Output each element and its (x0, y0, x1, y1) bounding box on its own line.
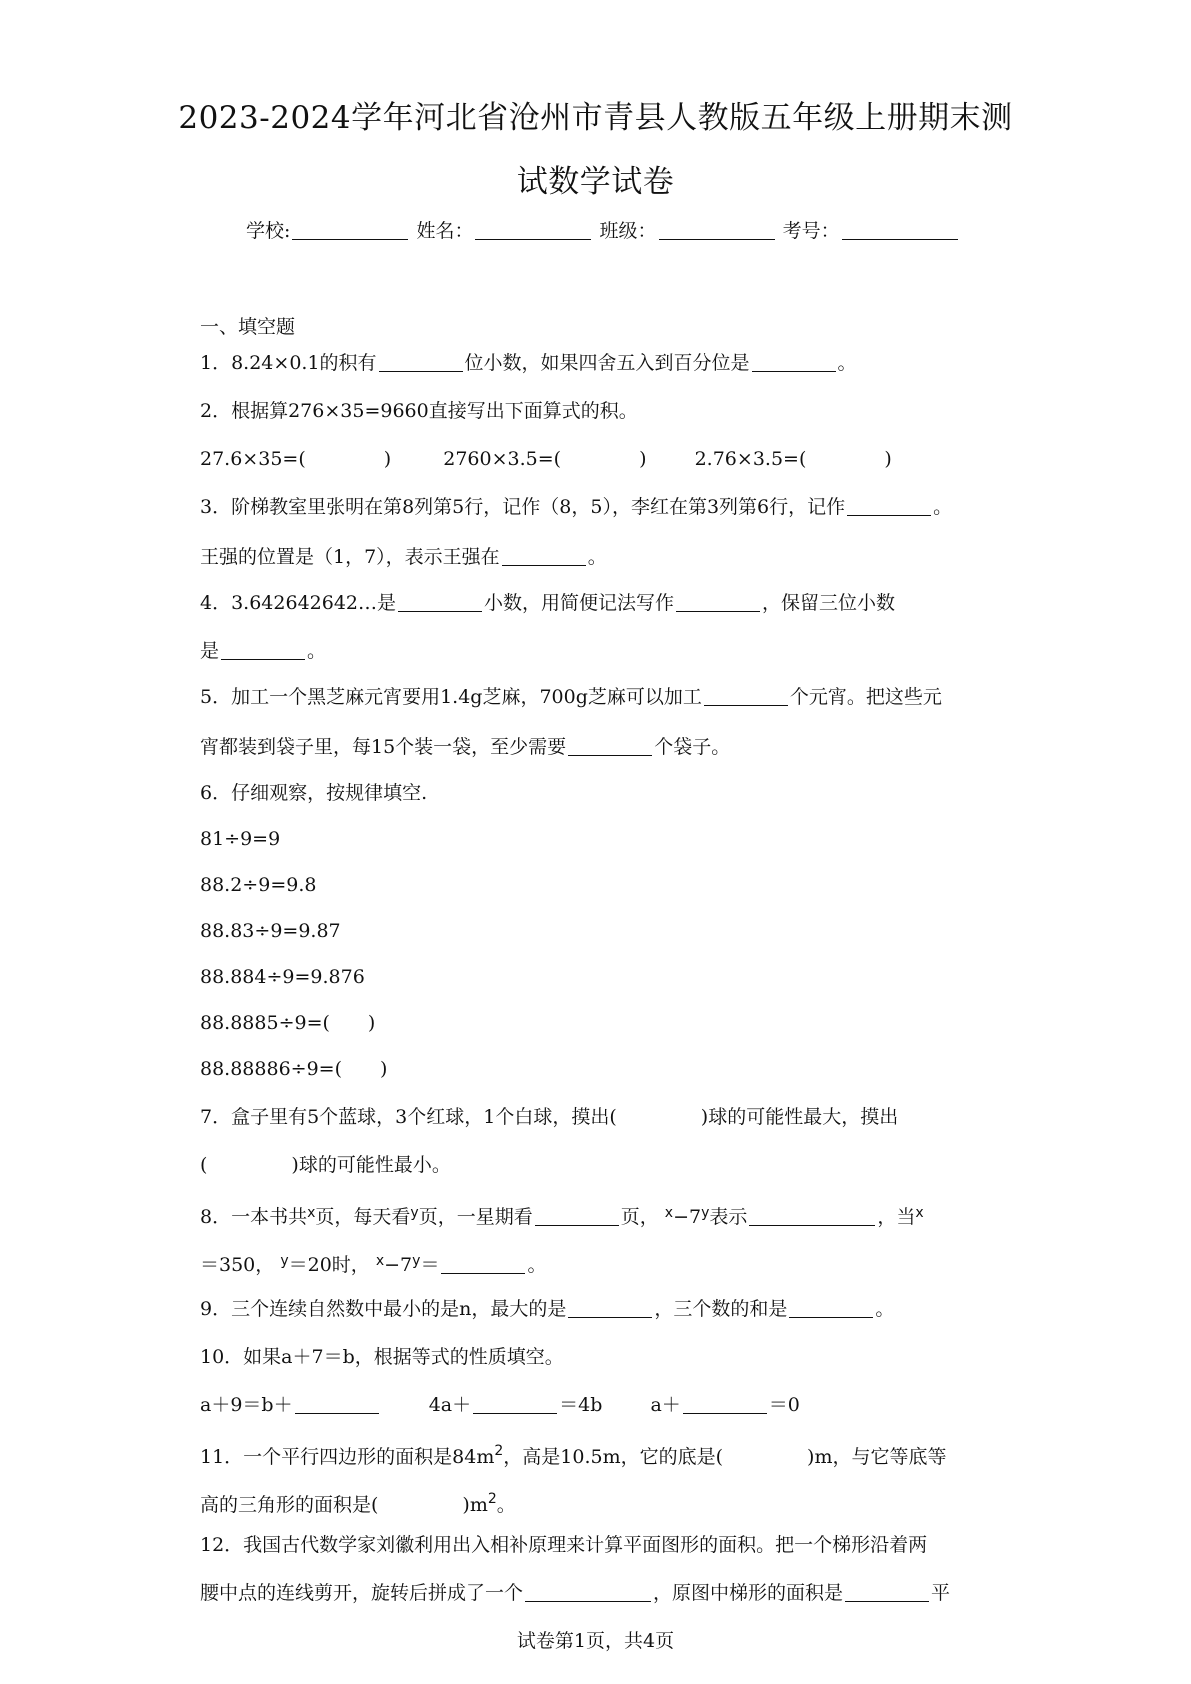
id-label: 考号： (782, 220, 840, 242)
question-8: 8．一本书共$^x$页，每天看$^y$页，一星期看 页， $^x-7^y$表示 ，当$^x$ (200, 1205, 924, 1228)
question-10: 10．如果a＋7＝b，根据等式的性质填空。 (200, 1346, 564, 1368)
question-12-line2: 腰中点的连线剪开，旋转后拼成了一个 ，原图中梯形的面积是 平 (200, 1582, 951, 1604)
question-7-line2: ( )球的可能性最小。 (200, 1154, 451, 1176)
q5-blank-1[interactable] (704, 687, 788, 706)
q5-blank-2[interactable] (568, 737, 652, 756)
q9-blank-2[interactable] (789, 1299, 873, 1318)
q8-blank-1[interactable] (535, 1207, 619, 1226)
question-4-line2: 是 。 (200, 640, 327, 662)
q12-blank-2[interactable] (845, 1583, 929, 1602)
question-10-equations: a＋9＝b＋ 4a＋ ＝4b a＋ ＝0 (200, 1394, 800, 1416)
exam-title-line2: 试数学试卷 (516, 164, 675, 200)
question-5: 5．加工一个黑芝麻元宵要用1.4g芝麻，700g芝麻可以加工 个元宵。把这些元 (200, 686, 942, 708)
section-heading: 一、填空题 (200, 316, 296, 338)
q8-blank-2[interactable] (749, 1207, 875, 1226)
q10-blank-2[interactable] (473, 1395, 557, 1414)
question-1: 1．8.24×0.1的积有 位小数，如果四舍五入到百分位是 。 (200, 352, 857, 374)
q1-blank-1[interactable] (379, 353, 463, 372)
question-6: 6．仔细观察，按规律填空. (200, 782, 428, 804)
class-blank[interactable] (659, 221, 775, 240)
question-2: 2．根据算276×35=9660直接写出下面算式的积。 (200, 400, 638, 422)
student-info-row (246, 216, 960, 243)
name-blank[interactable] (475, 221, 591, 240)
exam-title-line1: 2023-2024学年河北省沧州市青县人教版五年级上册期末测 (178, 100, 1013, 136)
question-12: 12．我国古代数学家刘徽利用出入相补原理来计算平面图形的面积。把一个梯形沿着两 (200, 1534, 928, 1556)
class-label: 班级： (599, 220, 657, 242)
question-11-line2: 高的三角形的面积是( )$m^2$。 (200, 1491, 516, 1516)
q6-line: 88.83÷9=9.87 (200, 920, 341, 942)
school-blank[interactable] (292, 221, 408, 240)
q4-blank-2[interactable] (676, 593, 760, 612)
q6-line: 88.2÷9=9.8 (200, 874, 317, 896)
q4-blank-1[interactable] (398, 593, 482, 612)
question-8-line2: ＝350， $^y$＝20时， $^x-7^y=$ 。 (200, 1253, 547, 1276)
page-footer: 试卷第1页，共4页 (516, 1630, 675, 1652)
question-5-line2: 宵都装到袋子里，每15个装一袋，至少需要 个袋子。 (200, 736, 731, 758)
q3-blank-1[interactable] (847, 497, 931, 516)
q6-line: 88.884÷9=9.876 (200, 966, 365, 988)
question-4: 4．3.642642642…是 小数，用简便记法写作 ，保留三位小数 (200, 592, 896, 614)
question-2-equations: 27.6×35=( ) 2760×3.5=( ) 2.76×3.5=( ) (200, 448, 892, 470)
question-11: 11．一个平行四边形的面积是$84m^2$，高是10.5m，它的底是( )m，与它等底等 (200, 1443, 947, 1468)
q1-blank-2[interactable] (752, 353, 836, 372)
question-3-line2: 王强的位置是（1，7），表示王强在 。 (200, 546, 607, 568)
q6-line: 88.8885÷9=( ) (200, 1012, 376, 1034)
q8-blank-3[interactable] (441, 1255, 525, 1274)
name-label: 姓名： (416, 220, 474, 242)
school-label: 学校: (246, 220, 291, 242)
q12-blank-1[interactable] (525, 1583, 651, 1602)
q10-blank-1[interactable] (295, 1395, 379, 1414)
q6-line: 88.88886÷9=( ) (200, 1058, 388, 1080)
q10-blank-3[interactable] (683, 1395, 767, 1414)
question-7: 7．盒子里有5个蓝球，3个红球，1个白球，摸出( )球的可能性最大，摸出 (200, 1106, 899, 1128)
q4-blank-3[interactable] (221, 641, 305, 660)
q3-blank-2[interactable] (502, 547, 586, 566)
question-3: 3．阶梯教室里张明在第8列第5行，记作（8，5），李红在第3列第6行，记作 。 (200, 496, 953, 518)
q6-line: 81÷9=9 (200, 828, 281, 850)
id-blank[interactable] (842, 221, 958, 240)
q9-blank-1[interactable] (568, 1299, 652, 1318)
question-9: 9．三个连续自然数中最小的是n，最大的是 ，三个数的和是 。 (200, 1298, 895, 1320)
